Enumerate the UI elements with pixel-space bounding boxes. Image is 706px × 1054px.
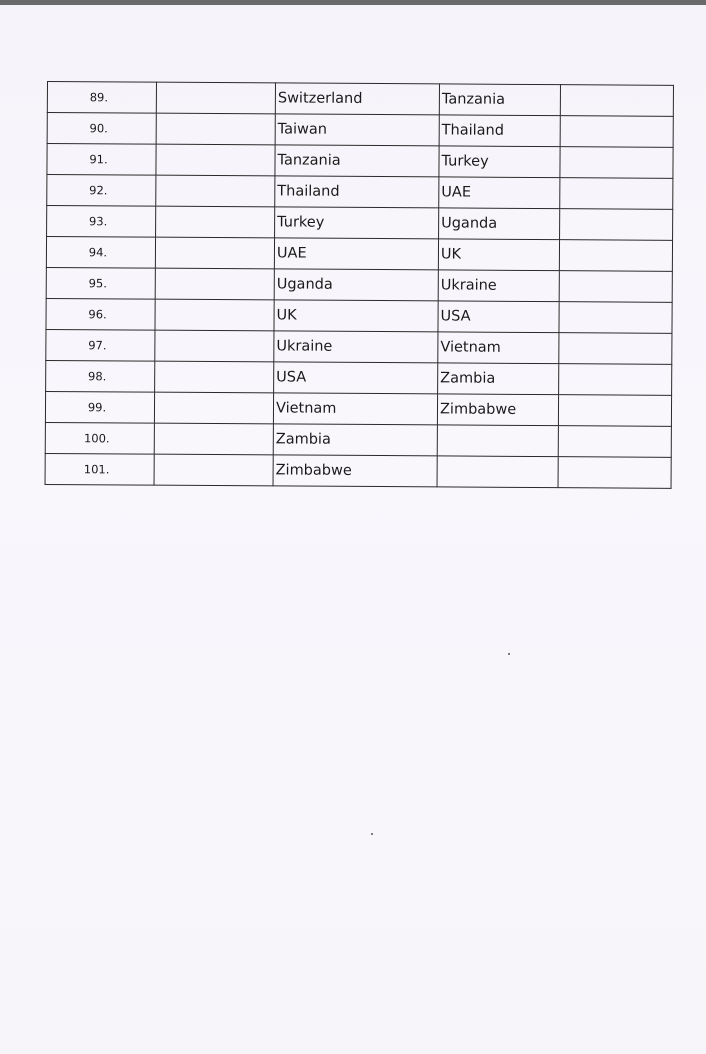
table-row [47,206,673,241]
blank-cell [155,299,274,331]
country-cell-2: Ukraine [438,270,559,302]
scan-speck [508,653,510,655]
country-cell: Uganda [274,269,438,301]
row-number-cell: 90. [47,113,156,145]
table-row [47,113,673,148]
country-list-table [45,81,674,489]
blank-cell [154,454,273,486]
blank-cell [558,457,671,489]
blank-cell [558,395,671,427]
table-row [46,329,672,364]
country-cell-2: USA [438,301,559,333]
blank-cell [156,82,275,114]
table-row [46,298,672,333]
blank-cell [560,85,673,117]
country-cell-2: Zambia [438,363,559,395]
country-cell: Turkey [275,207,439,239]
table-row [45,391,671,426]
blank-cell [156,113,275,145]
country-cell-2: UK [438,239,559,271]
scanned-page [0,5,706,1054]
blank-cell [558,426,671,458]
blank-cell [156,175,275,207]
country-cell: Zambia [273,424,437,456]
blank-cell [560,209,673,241]
country-cell-2: Uganda [439,208,560,240]
row-number-cell: 97. [46,329,155,361]
table-row [46,237,672,272]
row-number-cell: 96. [46,298,155,330]
country-cell: Thailand [275,176,439,208]
table-row [47,82,673,117]
row-number-cell: 100. [45,422,154,454]
country-cell-2: Turkey [439,146,560,178]
row-number-cell: 95. [46,267,155,299]
country-cell: Vietnam [273,393,437,425]
country-cell-2 [437,425,558,457]
blank-cell [154,423,273,455]
blank-cell [156,206,275,238]
country-cell: Taiwan [275,114,439,146]
row-number-cell: 98. [46,360,155,392]
blank-cell [156,144,275,176]
table-row [45,453,671,488]
blank-cell [560,178,673,210]
country-cell-2: Thailand [439,115,560,147]
row-number-cell: 94. [46,237,155,269]
country-cell: Tanzania [275,145,439,177]
blank-cell [559,271,672,303]
country-cell: Switzerland [275,83,439,115]
country-cell-2: Tanzania [439,84,560,116]
country-cell-2: UAE [439,177,560,209]
table-row [46,360,672,395]
country-cell-2 [437,456,558,488]
blank-cell [559,333,672,365]
blank-cell [155,268,274,300]
blank-cell [559,302,672,334]
blank-cell [559,364,672,396]
country-cell-2: Vietnam [438,332,559,364]
country-cell: Ukraine [274,331,438,363]
country-cell: UAE [274,238,438,270]
row-number-cell: 89. [47,82,156,114]
blank-cell [155,330,274,362]
country-cell: USA [274,362,438,394]
country-cell: UK [274,300,438,332]
row-number-cell: 101. [45,453,154,485]
table-row [47,144,673,179]
table-row [46,267,672,302]
scan-speck [371,833,373,835]
table-row [45,422,671,457]
country-cell: Zimbabwe [273,455,437,487]
blank-cell [155,237,274,269]
row-number-cell: 92. [47,175,156,207]
blank-cell [560,116,673,148]
table-row [47,175,673,210]
row-number-cell: 91. [47,144,156,176]
country-cell-2: Zimbabwe [437,394,558,426]
blank-cell [154,392,273,424]
blank-cell [155,361,274,393]
blank-cell [560,147,673,179]
row-number-cell: 99. [45,391,154,423]
row-number-cell: 93. [47,206,156,238]
blank-cell [559,240,672,272]
